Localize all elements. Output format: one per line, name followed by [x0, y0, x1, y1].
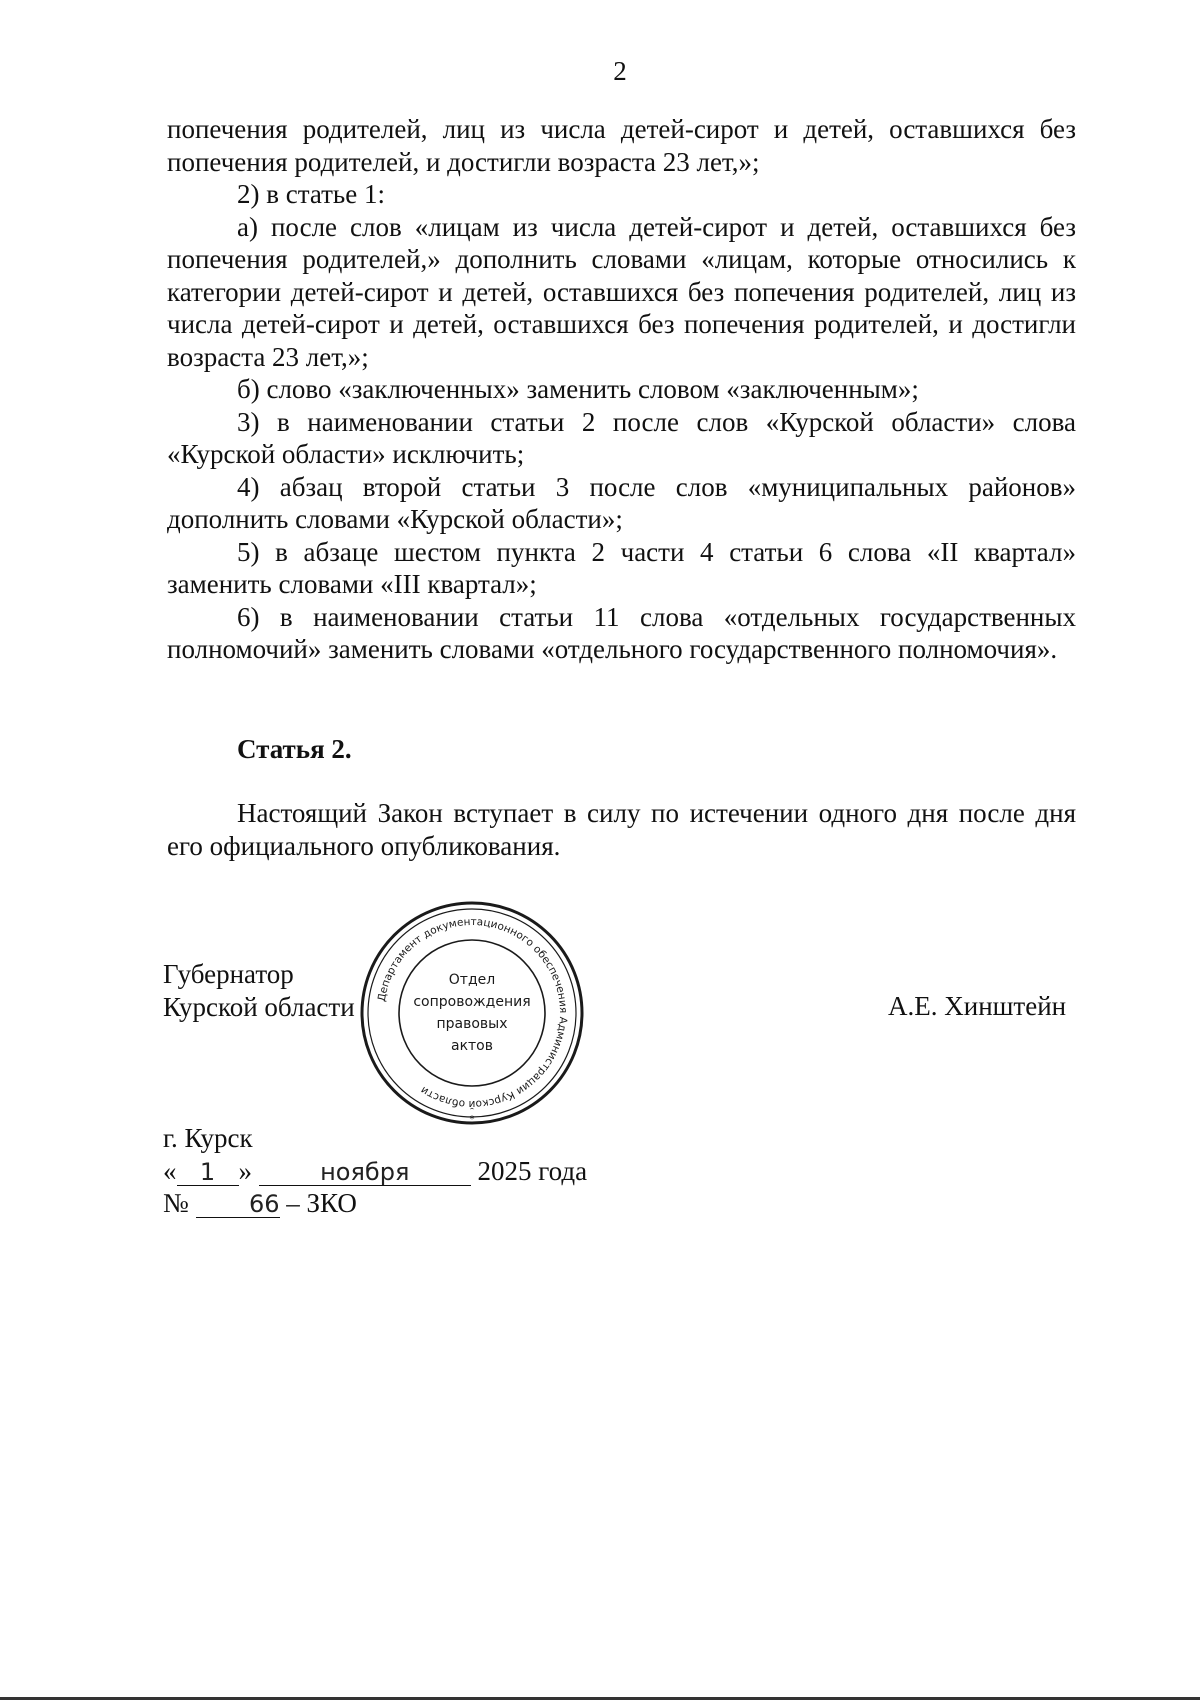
stamp-ring-text: Департамент документационного обеспечения Администрации Курской области: [375, 915, 570, 1111]
signer-title-line: Губернатор: [163, 959, 294, 989]
official-stamp: [357, 898, 587, 1128]
year-text: 2025 года: [477, 1155, 588, 1186]
number-sign: №: [163, 1188, 189, 1218]
page-number: 2: [613, 56, 627, 86]
month-field: [259, 1158, 471, 1186]
amendments-text: [167, 113, 1076, 666]
article-heading: Статья 2.: [237, 734, 352, 764]
star-icon: *: [469, 1114, 475, 1125]
day-value: 1: [199, 1157, 216, 1186]
signer-title-line: Курской области: [163, 991, 355, 1022]
stamp-outer-ring: [362, 903, 582, 1123]
paragraph: попечения родителей, лиц из числа детей-сирот и детей, оставшихся без попечения родителей, и достигли возраста 23 лет,»;: [167, 114, 1076, 177]
stamp-center-line: актов: [450, 1038, 494, 1054]
signer-title: [163, 958, 355, 1023]
paragraph: 4) абзац второй статьи 3 после слов «муниципальных районов» дополнить словами «Курской области»;: [167, 471, 1076, 534]
city-line: г. Курск: [163, 1123, 253, 1153]
scan-edge-line: [0, 1697, 1200, 1700]
stamp-center-line: правовых: [436, 1016, 508, 1032]
effective-date-text: [167, 797, 1076, 862]
date-line: [163, 1155, 587, 1188]
paragraph: 2) в статье 1:: [237, 179, 385, 209]
signer-name: А.Е. Хинштейн: [888, 991, 1067, 1021]
paragraph: 5) в абзаце шестом пункта 2 части 4 статьи 6 слова «II квартал» заменить словами «III квартал»;: [167, 536, 1076, 599]
day-field: [177, 1158, 239, 1186]
stamp-inner-ring: [399, 940, 545, 1086]
quote-open: «: [163, 1155, 177, 1186]
paragraph: б) слово «заключенных» заменить словом «заключенным»;: [237, 374, 919, 404]
law-details: [163, 1122, 587, 1220]
stamp-center-line: Отдел: [448, 972, 496, 988]
law-suffix: – ЗКО: [286, 1188, 357, 1218]
paragraph: 3) в наименовании статьи 2 после слов «Курской области» слова «Курской области» исключить;: [167, 406, 1076, 469]
law-number-value: 66: [248, 1190, 280, 1218]
month-value: ноября: [320, 1157, 410, 1186]
paragraph: 6) в наименовании статьи 11 слова «отдельных государственных полномочий» заменить словами «отдельного государственного полномочия».: [167, 601, 1076, 664]
quote-close: »: [238, 1155, 252, 1186]
number-line: [163, 1187, 587, 1220]
paragraph: а) после слов «лицам из числа детей-сирот и детей, оставшихся без попечения родителей,» дополнить словами «лицам, которые относились к категории детей-сирот и детей, оставшихся без попечения родителей, лиц из числа детей-сирот и детей, оставшихся без попечения родителей, и достигли возраста 23 лет,»;: [167, 211, 1076, 372]
law-number-field: [196, 1190, 280, 1218]
paragraph: Настоящий Закон вступает в силу по истечении одного дня после дня его официального опубликования.: [167, 798, 1076, 861]
stamp-center-line: сопровождения: [413, 994, 531, 1010]
